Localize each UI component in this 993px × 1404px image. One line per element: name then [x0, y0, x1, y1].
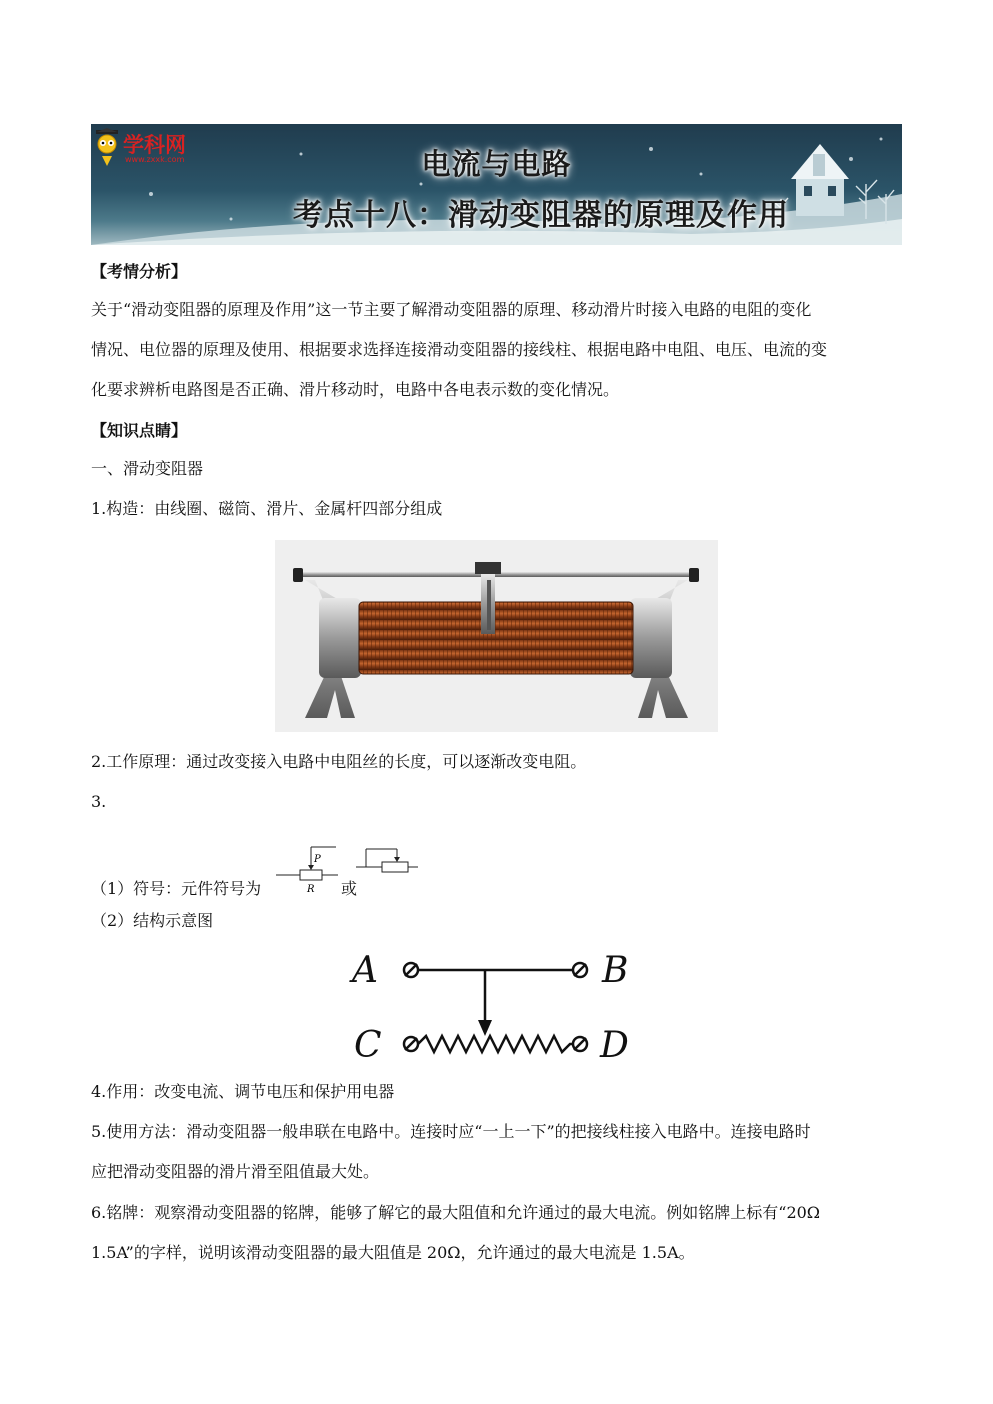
item-usage-line-2: 应把滑动变阻器的滑片滑至阻值最大处。 — [91, 1162, 380, 1181]
terminal-b-label: B — [602, 950, 629, 991]
structure-diagram — [348, 940, 648, 1070]
item-function: 4.作用：改变电流、调节电压和保护用电器 — [91, 1082, 395, 1101]
item-structure: 1.构造：由线圈、磁筒、滑片、金属杆四部分组成 — [91, 499, 443, 518]
symbol-r-label: R — [307, 884, 315, 895]
part-one-heading: 一、滑动变阻器 — [91, 459, 204, 478]
logo-url: www.zxxk.com — [125, 155, 185, 164]
banner-title: 电流与电路 — [421, 147, 572, 181]
symbol-label: （1）符号：元件符号为 — [91, 879, 262, 898]
header-banner — [91, 124, 902, 245]
item-nameplate-line-2: 1.5A”的字样，说明该滑动变阻器的最大阻值是 20Ω，允许通过的最大电流是 1.5A。 — [91, 1243, 695, 1262]
logo-text: 学科网 — [123, 133, 186, 157]
item-three: 3. — [91, 792, 107, 811]
symbol-or: 或 — [341, 879, 358, 898]
knowledge-heading: 【知识点睛】 — [91, 421, 188, 440]
rheostat-photo — [275, 540, 718, 732]
terminal-d-label: D — [600, 1025, 629, 1066]
terminal-c-label: C — [354, 1025, 382, 1066]
item-principle: 2.工作原理：通过改变接入电路中电阻丝的长度，可以逐渐改变电阻。 — [91, 752, 587, 771]
rheostat-alt-symbol-icon — [352, 843, 422, 879]
item-nameplate-line-1: 6.铭牌：观察滑动变阻器的铭牌，能够了解它的最大阻值和允许通过的最大电流。例如铭牌上标有“20Ω — [91, 1203, 821, 1222]
analysis-line-2: 情况、电位器的原理及使用、根据要求选择连接滑动变阻器的接线柱、根据电路中电阻、电压、电流的变 — [91, 340, 828, 359]
item-usage-line-1: 5.使用方法：滑动变阻器一般串联在电路中。连接时应“一上一下”的把接线柱接入电路中。连接电路时 — [91, 1122, 811, 1141]
terminal-a-label: A — [352, 950, 378, 991]
symbol-p-label: P — [314, 854, 321, 865]
analysis-heading: 【考情分析】 — [91, 262, 188, 281]
rheostat-symbol-icon — [272, 843, 344, 895]
analysis-line-3: 化要求辨析电路图是否正确、滑片移动时，电路中各电表示数的变化情况。 — [91, 380, 620, 399]
analysis-line-1: 关于“滑动变阻器的原理及作用”这一节主要了解滑动变阻器的原理、移动滑片时接入电路的电阻的变化 — [91, 300, 812, 319]
structure-diagram-label: （2）结构示意图 — [91, 911, 214, 930]
banner-subtitle: 考点十八：滑动变阻器的原理及作用 — [293, 198, 789, 233]
